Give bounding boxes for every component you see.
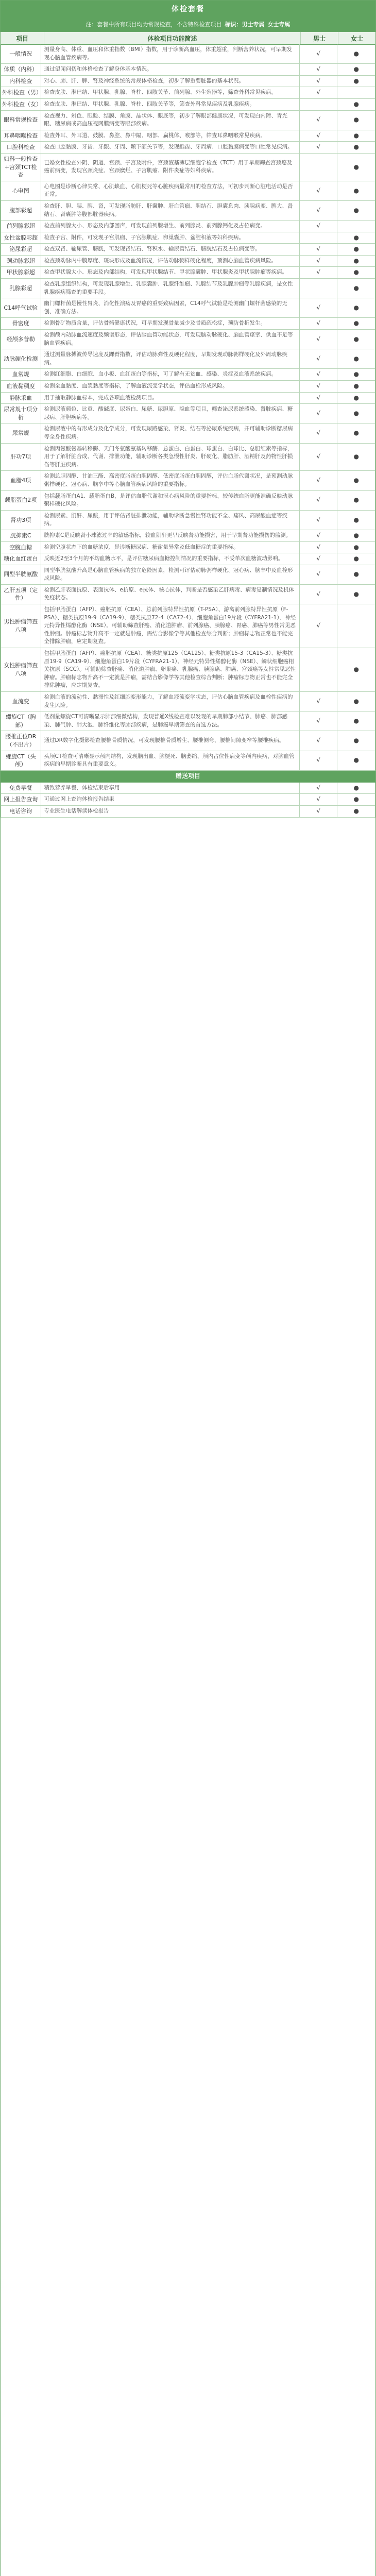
exam-row bbox=[1, 181, 375, 200]
item-name: 尿常规十项分析 bbox=[1, 404, 41, 423]
male-mark: √ bbox=[299, 541, 337, 553]
item-desc: 检测血液的流动性、黏滞性及红细胞变形能力，了解血液流变学状态，评估心脑血管疾病及血栓性疾病的发生风险。 bbox=[41, 692, 299, 711]
item-desc: 检查口腔黏膜、牙齿、牙龈、牙周、颞下颌关节等，发现龋齿、牙周病、口腔黏膜病变等口腔常见疾病。 bbox=[41, 142, 299, 154]
male-mark: √ bbox=[299, 794, 337, 806]
female-mark: ● bbox=[337, 255, 375, 267]
exam-row bbox=[1, 692, 375, 711]
header-desc: 体检项目功能简述 bbox=[44, 32, 301, 44]
item-desc: 检测全血黏度、血浆黏度等指标，了解血液流变学状态，评估血栓形成风险。 bbox=[41, 381, 299, 393]
female-mark: ● bbox=[337, 110, 375, 130]
male-mark: √ bbox=[299, 64, 337, 76]
exam-row bbox=[1, 392, 375, 404]
female-mark: ● bbox=[337, 423, 375, 443]
item-name: 动脉硬化检测 bbox=[1, 349, 41, 369]
male-mark: √ bbox=[299, 75, 337, 87]
item-name: 心电图 bbox=[1, 181, 41, 200]
male-mark: √ bbox=[299, 181, 337, 200]
item-name: 男性肿瘤筛查八项 bbox=[1, 604, 41, 648]
header-item: 项目 bbox=[1, 32, 44, 44]
male-mark: √ bbox=[299, 44, 337, 64]
item-name: 腰椎正位DR（不出片） bbox=[1, 731, 41, 751]
female-mark: ● bbox=[337, 541, 375, 553]
female-mark: ● bbox=[337, 142, 375, 154]
female-mark: ● bbox=[337, 244, 375, 256]
item-name: 血常规 bbox=[1, 369, 41, 381]
item-desc: 低剂量螺旋CT可清晰显示肺部细微结构，发现普通X线检查难以发现的早期肺部小结节、肺癌、肺部感染、肺气肿、肺大泡、肺纤维化等肺部疾病，是肺癌早期筛查的首选方法。 bbox=[41, 711, 299, 731]
notice-bar bbox=[1, 17, 375, 31]
item-desc: 幽门螺杆菌是慢性胃炎、消化性溃疡及胃癌的重要致病因素，C14呼气试验是检测幽门螺杆菌感染的无创、准确方法。 bbox=[41, 298, 299, 318]
female-mark: ● bbox=[337, 553, 375, 565]
male-mark: √ bbox=[299, 731, 337, 751]
male-mark: √ bbox=[299, 392, 337, 404]
item-desc: 检查子宫、附件，可发现子宫肌瘤、子宫腺肌症、卵巢囊肿、盆腔积液等妇科疾病。 bbox=[41, 232, 299, 244]
exam-row bbox=[1, 553, 375, 565]
female-mark: ● bbox=[337, 584, 375, 604]
female-mark bbox=[337, 87, 375, 99]
exam-row bbox=[1, 298, 375, 318]
item-name: 女性肿瘤筛查八项 bbox=[1, 648, 41, 692]
item-desc: 反映近2至3个月的平均血糖水平，是评估糖尿病血糖控制情况的重要指标，不受单次血糖波动影响。 bbox=[41, 553, 299, 565]
female-mark: ● bbox=[337, 369, 375, 381]
item-name: 外科检查（男） bbox=[1, 87, 41, 99]
item-desc: 通过望闻问切和体格检查了解身体基本情况。 bbox=[41, 64, 299, 76]
item-desc: 检测尿素、肌酐、尿酸，用于评估肾脏排泄功能，辅助诊断急慢性肾功能不全、痛风、高尿酸血症等疾病。 bbox=[41, 510, 299, 530]
male-mark: √ bbox=[299, 692, 337, 711]
item-desc: 检查颈动脉内中膜厚度、斑块形成及血流情况，评估动脉粥样硬化程度，预测心脑血管疾病风险。 bbox=[41, 255, 299, 267]
female-mark: ● bbox=[337, 153, 375, 181]
exam-row bbox=[1, 584, 375, 604]
exam-row bbox=[1, 330, 375, 349]
item-desc: 检查肝、胆、胰、脾、肾，可发现脂肪肝、肝囊肿、肝血管瘤、胆结石、胆囊息肉、胰腺病变、脾大、肾结石、肾囊肿等腹部脏器疾病。 bbox=[41, 200, 299, 220]
male-mark: √ bbox=[299, 130, 337, 142]
male-mark: √ bbox=[299, 87, 337, 99]
header-male: 男士 bbox=[301, 32, 338, 44]
gift-section-title: 赠送项目 bbox=[1, 770, 375, 782]
male-mark: √ bbox=[299, 604, 337, 648]
exam-row bbox=[1, 153, 375, 181]
item-name: 静脉采血 bbox=[1, 392, 41, 404]
item-desc: 通过DR数字化摄影检查腰椎骨质情况，可发现腰椎骨质增生、腰椎侧弯、腰椎间隙变窄等腰椎疾病。 bbox=[41, 731, 299, 751]
male-mark: √ bbox=[299, 711, 337, 731]
female-mark: ● bbox=[337, 565, 375, 584]
item-name: 糖化血红蛋白 bbox=[1, 553, 41, 565]
female-mark: ● bbox=[337, 471, 375, 490]
item-desc: 检测丙氨酸氨基转移酶、天门冬氨酸氨基转移酶、总蛋白、白蛋白、球蛋白、白球比、总胆红素等指标，用于了解肝脏合成、代谢、排泄功能，辅助诊断各类急慢性肝炎、肝硬化、脂肪肝、酒精肝及药物性肝损伤等肝脏疾病。 bbox=[41, 443, 299, 471]
item-name: 经颅多普勒 bbox=[1, 330, 41, 349]
item-name: 腹部彩超 bbox=[1, 200, 41, 220]
male-mark: √ bbox=[299, 443, 337, 471]
item-desc: 检测颅内动脉血流速度及频谱形态，评估脑血管功能状态，可发现脑动脉硬化、脑血管痉挛、供血不足等脑血管疾病。 bbox=[41, 330, 299, 349]
exam-row bbox=[1, 369, 375, 381]
exam-row bbox=[1, 200, 375, 220]
item-desc: 对心、肺、肝、脾、肾及神经系统的常规体格检查，初步了解重要脏器的基本状况。 bbox=[41, 75, 299, 87]
item-name: 网上报告查询 bbox=[1, 794, 41, 806]
item-name: 前列腺彩超 bbox=[1, 221, 41, 232]
item-desc: 同型半胱氨酸升高是心脑血管疾病的独立危险因素，检测可评估动脉粥样硬化、冠心病、脑卒中及血栓形成风险。 bbox=[41, 565, 299, 584]
exam-row bbox=[1, 443, 375, 471]
item-desc: 胱抑素C是反映肾小球滤过率的敏感指标，较血肌酐更早反映肾功能损害，用于早期肾功能损伤的监测。 bbox=[41, 530, 299, 541]
item-name: 颈动脉彩超 bbox=[1, 255, 41, 267]
male-mark: √ bbox=[299, 510, 337, 530]
item-name: 妇科一般检查+宫颈TCT检查 bbox=[1, 153, 41, 181]
exam-row bbox=[1, 98, 375, 110]
item-desc: 心电图是诊断心律失常、心肌缺血、心肌梗死等心脏疾病最常用的检查方法，可初步判断心脏电活动是否正常。 bbox=[41, 181, 299, 200]
exam-row bbox=[1, 130, 375, 142]
male-mark: √ bbox=[299, 255, 337, 267]
item-name: 空腹血糖 bbox=[1, 541, 41, 553]
female-mark: ● bbox=[337, 805, 375, 817]
item-name: 同型半胱氨酸 bbox=[1, 565, 41, 584]
item-desc: 包括载脂蛋白A1、载脂蛋白B，是评估血脂代谢和冠心病风险的重要指标，较传统血脂更能准确反映动脉粥样硬化风险。 bbox=[41, 490, 299, 510]
item-name: 耳鼻咽喉检查 bbox=[1, 130, 41, 142]
female-mark: ● bbox=[337, 330, 375, 349]
item-name: 电话咨询 bbox=[1, 805, 41, 817]
exam-row bbox=[1, 221, 375, 232]
item-desc: 检测红细胞、白细胞、血小板、血红蛋白等指标，可了解有无贫血、感染、炎症及血液系统疾病。 bbox=[41, 369, 299, 381]
female-mark: ● bbox=[337, 794, 375, 806]
item-desc: 头颅CT检查可清晰显示颅内结构，发现脑出血、脑梗死、脑萎缩、颅内占位性病变等颅内疾病，对脑血管疾病的早期诊断具有重要意义。 bbox=[41, 751, 299, 770]
item-desc: 检测乙肝表面抗原、表面抗体、e抗原、e抗体、核心抗体，判断是否感染乙肝病毒、病毒复制情况及机体免疫状态。 bbox=[41, 584, 299, 604]
exam-row bbox=[1, 267, 375, 279]
male-mark: √ bbox=[299, 349, 337, 369]
item-name: 乙肝五项（定性） bbox=[1, 584, 41, 604]
exam-row bbox=[1, 404, 375, 423]
item-name: 乳腺彩超 bbox=[1, 279, 41, 298]
item-desc: 检测总胆固醇、甘油三酯、高密度脂蛋白胆固醇、低密度脂蛋白胆固醇，评估血脂代谢状况，是预测动脉粥样硬化、冠心病、脑卒中等心脑血管疾病风险的重要指标。 bbox=[41, 471, 299, 490]
item-desc: 包括甲胎蛋白（AFP）、癌胚抗原（CEA）、糖类抗原125（CA125）、糖类抗原15-3（CA15-3）、糖类抗原19-9（CA19-9）、细胞角蛋白19片段（CYFRA21-1）、神经元特异性烯醇化酶（NSE）、鳞状细胞癌相关抗原（SCC）。可辅助筛查肝癌、消化道肿瘤、卵巢癌、乳腺癌、胰腺癌、肺癌、宫颈癌等女性常见恶性肿瘤。肿瘤标志物升高不一定就是肿瘤，需结合影像学等其他检查综合判断；肿瘤标志物正常也不能完全排除肿瘤，应定期复查。 bbox=[41, 648, 299, 692]
male-mark: √ bbox=[299, 330, 337, 349]
male-mark: √ bbox=[299, 530, 337, 541]
item-desc: 检查前列腺大小、形态及内部回声，可发现前列腺增生、前列腺炎、前列腺钙化及占位病变。 bbox=[41, 221, 299, 232]
gift-row bbox=[1, 805, 375, 817]
male-mark: √ bbox=[299, 805, 337, 817]
male-mark: √ bbox=[299, 565, 337, 584]
exam-row bbox=[1, 279, 375, 298]
exam-row bbox=[1, 648, 375, 692]
female-mark: ● bbox=[337, 98, 375, 110]
exam-row bbox=[1, 244, 375, 256]
table-header bbox=[1, 31, 375, 45]
item-name: 一般情况 bbox=[1, 44, 41, 64]
female-mark: ● bbox=[337, 751, 375, 770]
female-mark: ● bbox=[337, 279, 375, 298]
exam-row bbox=[1, 530, 375, 541]
female-mark bbox=[337, 604, 375, 648]
exam-row bbox=[1, 731, 375, 751]
item-name: 免费早餐 bbox=[1, 782, 41, 794]
male-mark: √ bbox=[299, 490, 337, 510]
item-name: 胱抑素C bbox=[1, 530, 41, 541]
male-mark: √ bbox=[299, 244, 337, 256]
female-mark: ● bbox=[337, 530, 375, 541]
exam-row bbox=[1, 232, 375, 244]
female-mark: ● bbox=[337, 443, 375, 471]
male-mark: √ bbox=[299, 381, 337, 393]
male-mark: √ bbox=[299, 751, 337, 770]
exam-row bbox=[1, 381, 375, 393]
female-mark: ● bbox=[337, 130, 375, 142]
item-desc: 检测空腹状态下的血糖浓度，是诊断糖尿病、糖耐量异常及低血糖症的重要指标。 bbox=[41, 541, 299, 553]
item-desc: 检查甲状腺大小、形态及内部结构，可发现甲状腺结节、甲状腺囊肿、甲状腺炎及甲状腺肿瘤等疾病。 bbox=[41, 267, 299, 279]
item-desc: 通过测量脉搏波传导速度及踝臂指数，评估动脉弹性及硬化程度，早期发现动脉粥样硬化及外周动脉疾病。 bbox=[41, 349, 299, 369]
male-mark bbox=[299, 153, 337, 181]
female-mark bbox=[337, 221, 375, 232]
exam-row bbox=[1, 318, 375, 330]
item-desc: 精致营养早餐，体检结束后享用 bbox=[41, 782, 299, 794]
item-name: 体质（内科） bbox=[1, 64, 41, 76]
exam-row bbox=[1, 110, 375, 130]
male-mark: √ bbox=[299, 221, 337, 232]
exam-row bbox=[1, 64, 375, 76]
item-desc: 已婚女性检查外阴、阴道、宫颈、子宫及附件，宫颈液基薄层细胞学检查（TCT）用于早期筛查宫颈癌及癌前病变，发现宫颈炎症、宫颈糜烂、子宫肌瘤、附件炎症等妇科疾病。 bbox=[41, 153, 299, 181]
gift-row bbox=[1, 794, 375, 806]
female-mark: ● bbox=[337, 404, 375, 423]
male-mark: √ bbox=[299, 267, 337, 279]
item-name: 骨密度 bbox=[1, 318, 41, 330]
male-mark: √ bbox=[299, 298, 337, 318]
exam-row bbox=[1, 44, 375, 64]
female-mark: ● bbox=[337, 648, 375, 692]
male-mark: √ bbox=[299, 782, 337, 794]
item-desc: 检测尿液颜色、比重、酸碱度、尿蛋白、尿糖、尿胆原、隐血等项目，筛查泌尿系统感染、肾脏疾病、糖尿病、肝胆疾病等。 bbox=[41, 404, 299, 423]
item-desc: 检查外耳、外耳道、鼓膜、鼻腔、鼻中隔、咽部、扁桃体、喉部等，筛查耳鼻咽喉常见疾病。 bbox=[41, 130, 299, 142]
male-mark bbox=[299, 648, 337, 692]
item-desc: 检查乳腺组织结构，可发现乳腺增生、乳腺囊肿、乳腺纤维瘤、乳腺结节及乳腺肿瘤等乳腺疾病，是女性乳腺疾病筛查的重要手段。 bbox=[41, 279, 299, 298]
item-name: 血流变 bbox=[1, 692, 41, 711]
item-name: 螺旋CT（头颅） bbox=[1, 751, 41, 770]
item-desc: 专业医生电话解读体检报告 bbox=[41, 805, 299, 817]
female-mark: ● bbox=[337, 392, 375, 404]
female-mark: ● bbox=[337, 44, 375, 64]
item-desc: 测量身高、体重、血压和体重指数（BMI）指数，用于诊断高血压，体重超重，判断营养状况，可早期发现心脑血管疾病等。 bbox=[41, 44, 299, 64]
item-desc: 检测尿液中的有形成分及化学成分，可发现尿路感染、肾炎、结石等泌尿系统疾病，并可辅助诊断糖尿病等全身性疾病。 bbox=[41, 423, 299, 443]
female-mark: ● bbox=[337, 200, 375, 220]
exam-row bbox=[1, 751, 375, 770]
male-mark: √ bbox=[299, 142, 337, 154]
female-mark: ● bbox=[337, 232, 375, 244]
male-mark bbox=[299, 98, 337, 110]
item-name: 口腔科检查 bbox=[1, 142, 41, 154]
male-mark: √ bbox=[299, 369, 337, 381]
female-mark: ● bbox=[337, 181, 375, 200]
male-mark: √ bbox=[299, 553, 337, 565]
item-name: 女性盆腔彩超 bbox=[1, 232, 41, 244]
exam-row bbox=[1, 565, 375, 584]
item-desc: 检测骨矿物质含量，评估骨骼健康状况，可早期发现骨量减少及骨质疏松症，预防骨折发生。 bbox=[41, 318, 299, 330]
item-name: 甲状腺彩超 bbox=[1, 267, 41, 279]
item-desc: 检查皮肤、淋巴结、甲状腺、乳腺、脊柱、四肢关节、前列腺、外生殖器等，筛查外科常见疾病。 bbox=[41, 87, 299, 99]
exam-table bbox=[1, 44, 375, 818]
item-name: 肾功3项 bbox=[1, 510, 41, 530]
item-name: 肝功7项 bbox=[1, 443, 41, 471]
exam-row bbox=[1, 75, 375, 87]
gift-row bbox=[1, 782, 375, 794]
female-mark: ● bbox=[337, 692, 375, 711]
item-name: 载脂蛋白2项 bbox=[1, 490, 41, 510]
female-mark-legend: 女士专属 bbox=[267, 21, 290, 28]
exam-row bbox=[1, 711, 375, 731]
header-female: 女士 bbox=[351, 35, 364, 42]
item-desc: 可通过网上查询体检报告结果 bbox=[41, 794, 299, 806]
item-name: 外科检查（女） bbox=[1, 98, 41, 110]
item-desc: 检查视力、辨色、眼睑、结膜、角膜、晶状体、眼底等，初步了解眼部健康状况，可发现白内障、青光眼、糖尿病或高血压视网膜病变等眼部疾病。 bbox=[41, 110, 299, 130]
item-desc: 检查双肾、输尿管、膀胱，可发现肾结石、肾积水、输尿管结石、膀胱结石及占位病变等。 bbox=[41, 244, 299, 256]
female-mark: ● bbox=[337, 267, 375, 279]
male-mark: √ bbox=[299, 318, 337, 330]
exam-row bbox=[1, 604, 375, 648]
item-desc: 用于抽取静脉血标本，完成各项血液检测项目。 bbox=[41, 392, 299, 404]
item-name: 泌尿彩超 bbox=[1, 244, 41, 256]
item-name: 血脂4项 bbox=[1, 471, 41, 490]
exam-row bbox=[1, 541, 375, 553]
item-name: C14呼气试验 bbox=[1, 298, 41, 318]
male-mark: √ bbox=[299, 200, 337, 220]
female-mark: ● bbox=[337, 298, 375, 318]
male-mark: √ bbox=[299, 404, 337, 423]
male-mark: √ bbox=[299, 584, 337, 604]
female-mark: ● bbox=[337, 490, 375, 510]
item-desc: 检查皮肤、淋巴结、甲状腺、乳腺、脊柱、四肢关节等，筛查外科常见疾病及乳腺疾病。 bbox=[41, 98, 299, 110]
male-mark: √ bbox=[299, 471, 337, 490]
item-name: 眼科常规检查 bbox=[1, 110, 41, 130]
exam-row bbox=[1, 349, 375, 369]
item-name: 血液黏稠度 bbox=[1, 381, 41, 393]
item-name: 尿常规 bbox=[1, 423, 41, 443]
item-name: 内科检查 bbox=[1, 75, 41, 87]
male-mark-legend: 标识：男士专属 bbox=[225, 21, 265, 28]
male-mark: √ bbox=[299, 423, 337, 443]
exam-row bbox=[1, 255, 375, 267]
female-mark: ● bbox=[337, 731, 375, 751]
exam-row bbox=[1, 510, 375, 530]
male-mark bbox=[299, 232, 337, 244]
page-title: 体检套餐 bbox=[1, 1, 375, 17]
exam-row bbox=[1, 471, 375, 490]
female-mark: ● bbox=[337, 75, 375, 87]
female-mark: ● bbox=[337, 711, 375, 731]
male-mark: √ bbox=[299, 110, 337, 130]
female-mark: ● bbox=[337, 381, 375, 393]
female-mark: ● bbox=[337, 782, 375, 794]
exam-row bbox=[1, 142, 375, 154]
female-mark: ● bbox=[337, 510, 375, 530]
item-name: 螺旋CT（胸部） bbox=[1, 711, 41, 731]
exam-row bbox=[1, 490, 375, 510]
female-mark: ● bbox=[337, 64, 375, 76]
female-mark: ● bbox=[337, 349, 375, 369]
item-desc: 包括甲胎蛋白（AFP）、癌胚抗原（CEA）、总前列腺特异性抗原（T-PSA）、游离前列腺特异性抗原（F-PSA）、糖类抗原19-9（CA19-9）、糖类抗原72-4（CA72-4）、细胞角蛋白19片段（CYFRA21-1）、神经元特异性烯醇化酶（NSE）。可辅助筛查肝癌、消化道肿瘤、前列腺癌、胰腺癌、胃癌、肺癌等男性常见恶性肿瘤。肿瘤标志物升高不一定就是肿瘤，需结合影像学等其他检查综合判断；肿瘤标志物正常也不能完全排除肿瘤，应定期复查。 bbox=[41, 604, 299, 648]
notice-text: 注：套餐中所有项目均为常规检查，不含特殊检查项目 bbox=[86, 21, 222, 28]
exam-row bbox=[1, 87, 375, 99]
female-mark: ● bbox=[337, 318, 375, 330]
exam-row bbox=[1, 423, 375, 443]
male-mark bbox=[299, 279, 337, 298]
